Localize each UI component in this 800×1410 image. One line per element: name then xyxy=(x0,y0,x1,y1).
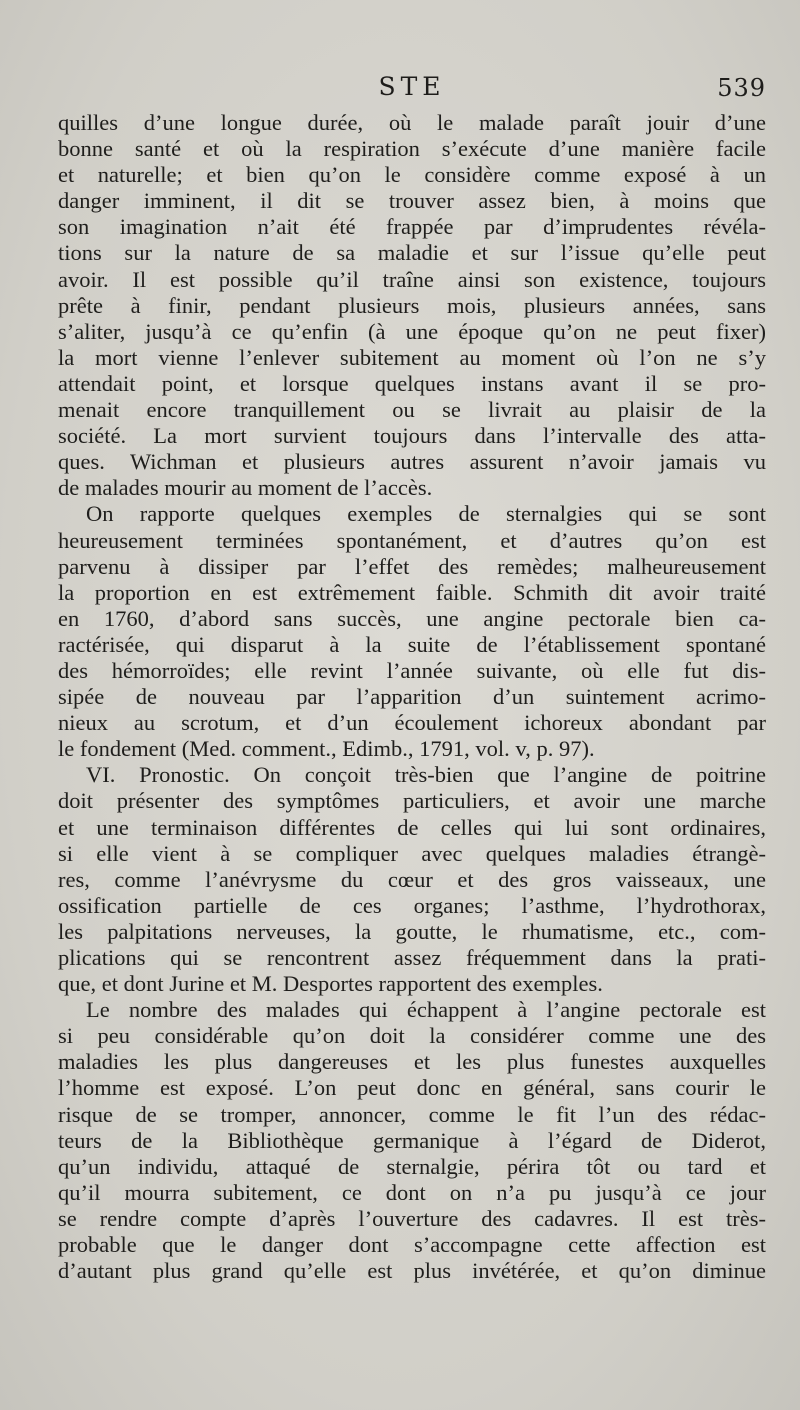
text-line: menait encore tranquillement ou se livrait au plaisir de la xyxy=(58,397,766,423)
text-line: attendait point, et lorsque quelques instans avant il se pro- xyxy=(58,370,766,396)
text-line: risque de se tromper, annoncer, comme le fit l’un des rédac- xyxy=(58,1101,766,1127)
text-line: des hémorroïdes; elle revint l’année suivante, où elle fut dis- xyxy=(58,657,766,683)
text-line: que, et dont Jurine et M. Desportes rapportent des exemples. xyxy=(58,971,603,997)
text-line: tions sur la nature de sa maladie et sur l’issue qu’elle peut xyxy=(58,240,766,266)
text-line: VI. Pronostic. On conçoit très-bien que l’angine de poitrine xyxy=(86,762,766,788)
text-line: probable que le danger dont s’accompagne cette affection est xyxy=(58,1232,766,1258)
text-line: se rendre compte d’après l’ouverture des cadavres. Il est très- xyxy=(58,1205,766,1231)
text-line: Le nombre des malades qui échappent à l’angine pectorale est xyxy=(86,997,766,1023)
page-header xyxy=(58,72,766,108)
text-line: l’homme est exposé. L’on peut donc en général, sans courir le xyxy=(58,1075,766,1101)
text-line: res, comme l’anévrysme du cœur et des gros vaisseaux, une xyxy=(58,866,766,892)
text-line: nieux au scrotum, et d’un écoulement ichoreux abondant par xyxy=(58,710,766,736)
text-line: la mort vienne l’enlever subitement au moment où l’on ne s’y xyxy=(58,344,766,370)
text-line: si peu considérable qu’on doit la considérer comme une des xyxy=(58,1023,766,1049)
text-line: la proportion en est extrêmement faible. Schmith dit avoir traité xyxy=(58,579,766,605)
text-line: le fondement (Med. comment., Edimb., 1791, vol. v, p. 97). xyxy=(58,736,595,762)
text-line: ossification partielle de ces organes; l’asthme, l’hydrothorax, xyxy=(58,892,766,918)
text-line: On rapporte quelques exemples de sternalgies qui se sont xyxy=(86,501,766,527)
text-line: et naturelle; et bien qu’on le considère comme exposé à un xyxy=(58,162,766,188)
text-line: quilles d’une longue durée, où le malade paraît jouir d’une xyxy=(58,110,766,135)
text-line: son imagination n’ait été frappée par d’imprudentes révéla- xyxy=(58,214,766,240)
text-line: danger imminent, il dit se trouver assez bien, à moins que xyxy=(58,188,766,214)
text-line: plications qui se rencontrent assez fréquemment dans la prati- xyxy=(58,945,766,970)
text-line: s’aliter, jusqu’à ce qu’enfin (à une époque qu’on ne peut fixer) xyxy=(58,318,766,344)
text-line: heureusement terminées spontanément, et d’autres qu’on est xyxy=(58,527,766,553)
text-line: si elle vient à se compliquer avec quelques maladies étrangè- xyxy=(58,840,766,866)
running-head: STE xyxy=(378,72,446,101)
text-line: les palpitations nerveuses, la goutte, le rhumatisme, etc., com- xyxy=(58,918,766,944)
text-line: sipée de nouveau par l’apparition d’un suintement acrimo- xyxy=(58,684,766,710)
text-line: prête à finir, pendant plusieurs mois, plusieurs années, sans xyxy=(58,292,766,318)
text-line: de malades mourir au moment de l’accès. xyxy=(58,475,433,501)
text-line: qu’un individu, attaqué de sternalgie, périra tôt ou tard et xyxy=(58,1153,766,1179)
text-line: bonne santé et où la respiration s’exécute d’une manière facile xyxy=(58,136,766,162)
text-line: qu’il mourra subitement, ce dont on n’a pu jusqu’à ce jour xyxy=(58,1179,766,1205)
text-line: doit présenter des symptômes particuliers, et avoir une marche xyxy=(58,788,766,814)
text-line: et une terminaison différentes de celles qui lui sont ordinaires, xyxy=(58,814,766,840)
text-line: ractérisée, qui disparut à la suite de l’établissement spontané xyxy=(58,631,766,657)
text-line: avoir. Il est possible qu’il traîne ainsi son existence, toujours xyxy=(58,266,766,292)
text-line: maladies les plus dangereuses et les plus funestes auxquelles xyxy=(58,1049,766,1075)
text-line: teurs de la Bibliothèque germanique à l’égard de Diderot, xyxy=(58,1127,766,1153)
text-line: société. La mort survient toujours dans l’intervalle des atta- xyxy=(58,423,766,449)
text-line: en 1760, d’abord sans succès, une angine pectorale bien ca- xyxy=(58,605,766,631)
text-line: ques. Wichman et plusieurs autres assurent n’avoir jamais vu xyxy=(58,449,766,475)
body-text xyxy=(58,110,766,1284)
page-number: 539 xyxy=(717,74,766,102)
text-line: d’autant plus grand qu’elle est plus invétérée, et qu’on diminue xyxy=(58,1258,766,1284)
text-line: parvenu à dissiper par l’effet des remèdes; malheureusement xyxy=(58,553,766,579)
